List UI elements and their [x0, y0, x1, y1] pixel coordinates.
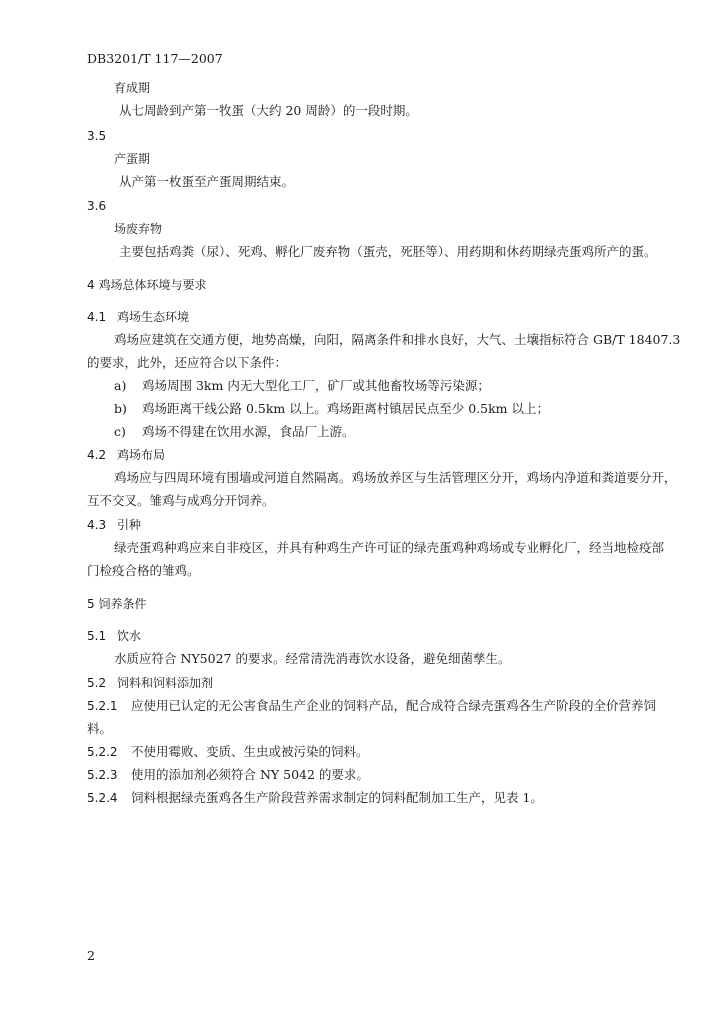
list-item-c: [114, 423, 670, 441]
clause-5-2-2-text: 不使用霉败、变质、生虫或被污染的饲料。: [131, 744, 369, 759]
term-3-5-definition: 从产第一枚蛋至产蛋周期结束。: [119, 174, 295, 189]
list-item-marker: b): [114, 401, 127, 416]
clause-5-1-number: 5.1: [87, 629, 107, 643]
clause-5-2-1-text: 应使用已认定的无公害食品生产企业的饲料产品，配合成符合绿壳蛋鸡各生产阶段的全价营养饲: [131, 698, 657, 713]
clause-5-2-4-text: 饲料根据绿壳蛋鸡各生产阶段营养需求制定的饲料配制加工生产，见表 1。: [131, 790, 543, 805]
clause-5-1-paragraph: 水质应符合 NY5027 的要求。经常清洗消毒饮水设备，避免细菌孳生。: [114, 651, 511, 666]
list-item-text: 鸡场距离干线公路 0.5km 以上。鸡场距离村镇居民点至少 0.5km 以上；: [142, 401, 550, 416]
clause-5-2-1-number: 5.2.1: [87, 699, 118, 713]
clause-4-2-title: 鸡场布局: [117, 448, 166, 462]
page-number: 2: [87, 948, 95, 963]
clause-5-1-heading: [87, 627, 670, 645]
term-3-6-definition: 主要包括鸡粪（尿）、死鸡、孵化厂废弃物（蛋壳，死胚等）、用药期和休药期绿壳蛋鸡所产的蛋。: [119, 244, 657, 259]
clause-5-1-title: 饮水: [117, 629, 142, 643]
clause-3-5-number: 3.5: [87, 129, 107, 143]
list-item-marker: a): [114, 378, 127, 393]
clause-5-2-1: [87, 697, 670, 715]
clause-4-2-heading: [87, 446, 670, 464]
list-item-text: 鸡场周围 3km 内无大型化工厂，矿厂或其他畜牧场等污染源；: [142, 378, 490, 393]
clause-4-3-paragraph-line2: 门检疫合格的雏鸡。: [87, 563, 200, 578]
clause-5-2-3: [87, 766, 670, 784]
list-item-text: 鸡场不得建在饮用水源，食品厂上游。: [142, 424, 355, 439]
clause-5-2-1-continuation: 料。: [87, 721, 113, 736]
term-3-4-definition: 从七周龄到产第一牧蛋（大约 20 周龄）的一段时期。: [119, 103, 418, 118]
list-item-b: [114, 400, 670, 418]
clause-4-3-heading: [87, 516, 670, 534]
clause-5-2-4-number: 5.2.4: [87, 791, 118, 805]
clause-5-2-title: 饲料和饲料添加剂: [117, 676, 214, 690]
clause-4-1-number: 4.1: [87, 310, 107, 324]
clause-3-6-number: 3.6: [87, 199, 107, 213]
section-5-title: 5 饲养条件: [87, 597, 147, 611]
clause-4-1-paragraph-line2: 的要求，此外，还应符合以下条件：: [87, 355, 288, 370]
clause-4-1-paragraph-line1: 鸡场应建筑在交通方便，地势高燥，向阳，隔离条件和排水良好，大气、土壤指标符合 GB/T 18407.3: [114, 332, 681, 347]
clause-4-1-title: 鸡场生态环境: [117, 310, 190, 324]
list-item-marker: c): [114, 424, 126, 439]
clause-5-2-2-number: 5.2.2: [87, 745, 118, 759]
clause-5-2-3-text: 使用的添加剂必须符合 NY 5042 的要求。: [131, 767, 369, 782]
term-3-6-title: 场废弃物: [114, 222, 163, 236]
clause-5-2-number: 5.2: [87, 676, 107, 690]
clause-4-3-paragraph-line1: 绿壳蛋鸡种鸡应来自非疫区，并具有种鸡生产许可证的绿壳蛋鸡种鸡场或专业孵化厂，经当地检疫部: [114, 540, 665, 555]
document-code: DB3201/T 117—2007: [87, 51, 223, 66]
clause-5-2-2: [87, 743, 670, 761]
clause-4-2-paragraph-line2: 互不交叉。雏鸡与成鸡分开饲养。: [87, 493, 275, 508]
clause-4-3-number: 4.3: [87, 518, 107, 532]
clause-4-2-paragraph-line1: 鸡场应与四周环境有围墙或河道自然隔离。鸡场放养区与生活管理区分开，鸡场内净道和粪道要分开，: [114, 470, 677, 485]
clause-5-2-4: [87, 789, 670, 807]
list-item-a: [114, 377, 670, 395]
clause-5-2-heading: [87, 674, 670, 692]
term-3-4-title: 育成期: [114, 81, 151, 95]
section-4-title: 4 鸡场总体环境与要求: [87, 278, 207, 292]
term-3-5-title: 产蛋期: [114, 152, 151, 166]
clause-4-1-heading: [87, 308, 670, 326]
clause-5-2-3-number: 5.2.3: [87, 768, 118, 782]
clause-4-3-title: 引种: [117, 518, 142, 532]
clause-4-2-number: 4.2: [87, 448, 107, 462]
